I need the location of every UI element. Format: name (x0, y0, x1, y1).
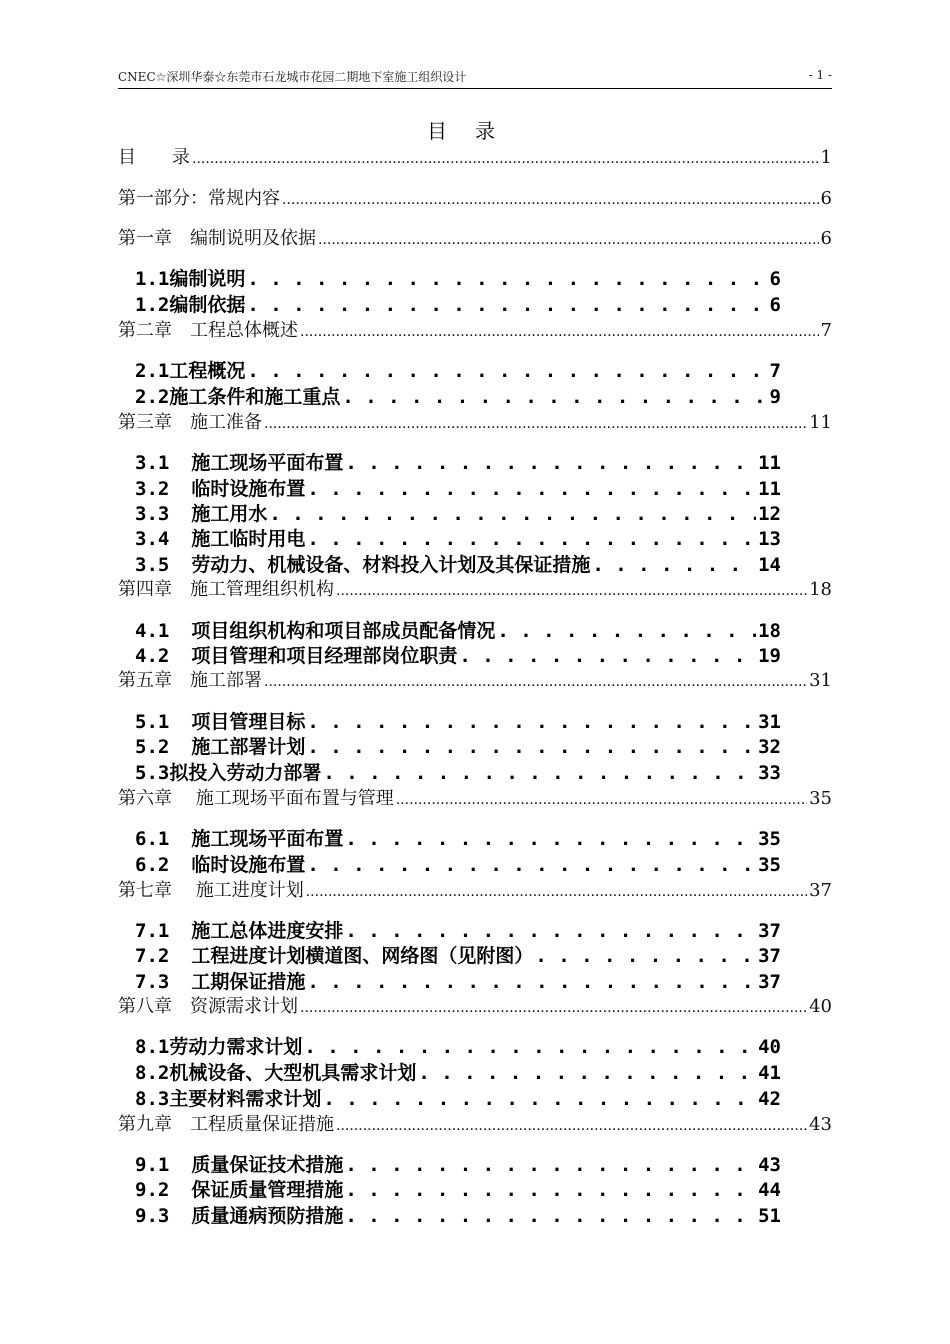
toc-entry-label (135, 1032, 302, 1059)
toc-section-entry[interactable] (135, 1084, 781, 1111)
toc-section-entry[interactable] (135, 1201, 781, 1228)
toc-section-entry[interactable] (135, 356, 781, 383)
toc-page-number: 37 (809, 880, 832, 901)
toc-section-number: 2.1 (135, 360, 170, 382)
toc-section-entry[interactable] (135, 1032, 781, 1059)
toc-section-entry[interactable] (135, 732, 781, 759)
toc-page-number: 44 (758, 1179, 781, 1201)
toc-page-number: 40 (809, 996, 832, 1017)
toc-leader-dots (264, 412, 807, 433)
toc-entry-label: 第一部分：常规内容 (118, 188, 280, 209)
header-page-number: - 1 - (808, 68, 832, 82)
toc-section-number: 8.3 (135, 1088, 170, 1110)
toc-page-number: 7 (820, 320, 832, 341)
toc-leader-dots (307, 711, 756, 733)
toc-leader-dots (345, 1179, 756, 1201)
toc-page-number: 12 (758, 503, 781, 525)
toc-section-number: 8.1 (135, 1036, 170, 1058)
toc-section-text: 项目管理和项目经理部岗位职责 (191, 645, 458, 667)
toc-leader-dots (247, 294, 767, 316)
toc-section-text: 施工部署计划 (191, 736, 306, 758)
toc-title: 目录 (427, 119, 523, 143)
toc-section-text: 项目组织机构和项目部成员配备情况 (191, 620, 496, 642)
toc-entry-label: 第一章 编制说明及依据 (118, 228, 316, 249)
toc-section-number: 3.4 (135, 528, 170, 550)
toc-section-number: 5.3 (135, 762, 170, 784)
toc-section-entry[interactable] (135, 967, 781, 994)
toc-leader-dots (307, 528, 756, 550)
toc-leader-dots (318, 228, 819, 249)
toc-page-number: 43 (809, 1114, 832, 1135)
toc-entry-label (135, 967, 305, 994)
toc-leader-dots (459, 645, 756, 667)
toc-page-number: 31 (758, 711, 781, 733)
toc-section-number: 7.3 (135, 971, 170, 993)
toc-page-number: 51 (758, 1205, 781, 1227)
toc-section-number: 5.2 (135, 736, 170, 758)
toc-leader-dots (497, 620, 756, 642)
toc-page-number: 11 (809, 412, 832, 433)
toc-leader-dots (323, 1088, 756, 1110)
toc-leader-dots (535, 945, 756, 967)
toc-entry-label: 目 录 (118, 147, 190, 168)
toc-leader-dots (247, 268, 767, 290)
toc-page-number: 6 (820, 228, 832, 249)
toc-page-number: 7 (769, 360, 781, 382)
toc-leader-dots (342, 386, 767, 408)
toc-page-number: 37 (758, 945, 781, 967)
toc-leader-dots (300, 996, 807, 1017)
toc-page-number: 37 (758, 920, 781, 942)
toc-entry-label (135, 641, 457, 668)
toc-entry-label (135, 916, 343, 943)
toc-leader-dots (592, 554, 756, 576)
toc-page-number: 41 (758, 1062, 781, 1084)
toc-page-number: 32 (758, 736, 781, 758)
toc-section-entry[interactable] (135, 290, 781, 317)
toc-section-entry[interactable] (135, 824, 781, 851)
toc-entry-label (135, 264, 245, 291)
toc-leader-dots (307, 971, 756, 993)
toc-section-entry[interactable] (135, 550, 781, 577)
toc-entry-label (135, 732, 305, 759)
toc-leader-dots (418, 1062, 756, 1084)
toc-section-text: 施工临时用电 (191, 528, 306, 550)
toc-page-number: 33 (758, 762, 781, 784)
toc-leader-dots (307, 854, 756, 876)
toc-section-entry[interactable] (135, 499, 781, 526)
toc-section-number: 7.2 (135, 945, 170, 967)
toc-entry-label: 第九章 工程质量保证措施 (118, 1114, 334, 1135)
toc-leader-dots (300, 320, 819, 341)
toc-leader-dots (345, 920, 756, 942)
toc-leader-dots (336, 579, 807, 600)
toc-page-number: 40 (758, 1036, 781, 1058)
toc-section-text: 保证质量管理措施 (191, 1179, 344, 1201)
toc-section-number: 4.2 (135, 645, 170, 667)
toc-entry-label (135, 1058, 416, 1085)
toc-entry-label (135, 1201, 343, 1228)
toc-section-text: 质量保证技术措施 (191, 1154, 344, 1176)
toc-page-number: 35 (758, 854, 781, 876)
toc-page-number: 14 (758, 554, 781, 576)
toc-section-number: 3.1 (135, 452, 170, 474)
toc-section-text: 劳动力需求计划 (169, 1036, 303, 1058)
toc-page-number: 35 (758, 828, 781, 850)
toc-section-number: 8.2 (135, 1062, 170, 1084)
toc-entry-label (135, 499, 267, 526)
toc-leader-dots (307, 736, 756, 758)
toc-entry-label (135, 758, 321, 785)
toc-chapter-entry[interactable] (118, 184, 832, 210)
toc-section-number: 2.2 (135, 386, 170, 408)
toc-leader-dots (345, 1154, 756, 1176)
toc-leader-dots (264, 670, 807, 691)
toc-entry-label (135, 524, 305, 551)
toc-section-number: 1.2 (135, 294, 170, 316)
toc-leader-dots (345, 1205, 756, 1227)
toc-section-entry[interactable] (135, 524, 781, 551)
toc-section-entry[interactable] (135, 758, 781, 785)
toc-page-number: 18 (809, 579, 832, 600)
toc-entry-label: 第四章 施工管理组织机构 (118, 579, 334, 600)
toc-section-entry[interactable] (135, 1150, 781, 1177)
toc-entry-label (135, 474, 305, 501)
toc-section-entry[interactable] (135, 916, 781, 943)
toc-section-number: 9.2 (135, 1179, 170, 1201)
toc-page-number: 42 (758, 1088, 781, 1110)
toc-entry-label (135, 850, 305, 877)
toc-section-text: 编制说明 (169, 268, 246, 290)
toc-section-text: 项目管理目标 (191, 711, 306, 733)
toc-page-number: 19 (758, 645, 781, 667)
toc-section-entry[interactable] (135, 474, 781, 501)
toc-section-number: 3.2 (135, 478, 170, 500)
toc-page-number: 11 (758, 452, 781, 474)
toc-page-number: 6 (820, 188, 832, 209)
toc-page-number: 37 (758, 971, 781, 993)
toc-leader-dots (304, 1036, 756, 1058)
toc-leader-dots (345, 452, 756, 474)
toc-chapter-entry[interactable] (118, 408, 832, 434)
toc-leader-dots (192, 147, 819, 168)
toc-chapter-entry[interactable] (118, 1110, 832, 1136)
toc-entry-label: 第八章 资源需求计划 (118, 996, 298, 1017)
toc-section-entry[interactable] (135, 1058, 781, 1085)
toc-section-text: 质量通病预防措施 (191, 1205, 344, 1227)
toc-entry-label (135, 707, 305, 734)
toc-entry-label (135, 290, 245, 317)
toc-entry-label (135, 1150, 343, 1177)
toc-entry-label: 第二章 工程总体概述 (118, 320, 298, 341)
toc-leader-dots (396, 788, 807, 809)
toc-section-text: 施工现场平面布置 (191, 452, 344, 474)
header-document-title: CNEC☆深圳华泰☆东莞市石龙城市花园二期地下室施工组织设计 (118, 70, 467, 84)
toc-page-number: 6 (769, 268, 781, 290)
toc-section-text: 施工用水 (191, 503, 268, 525)
toc-chapter-entry[interactable] (118, 143, 832, 169)
toc-section-number: 3.3 (135, 503, 170, 525)
toc-page-number: 35 (809, 788, 832, 809)
toc-section-number: 3.5 (135, 554, 170, 576)
toc-section-text: 工程概况 (169, 360, 246, 382)
toc-section-entry[interactable] (135, 616, 781, 643)
toc-entry-label: 第六章 施工现场平面布置与管理 (118, 788, 394, 809)
toc-leader-dots (323, 762, 756, 784)
toc-section-text: 主要材料需求计划 (169, 1088, 322, 1110)
toc-entry-label (135, 616, 495, 643)
toc-section-number: 4.1 (135, 620, 170, 642)
toc-section-entry[interactable] (135, 941, 781, 968)
toc-section-entry[interactable] (135, 1175, 781, 1202)
toc-chapter-entry[interactable] (118, 992, 832, 1018)
toc-page-number: 31 (809, 670, 832, 691)
toc-entry-label: 第七章 施工进度计划 (118, 880, 304, 901)
toc-section-text: 施工总体进度安排 (191, 920, 344, 942)
toc-chapter-entry[interactable] (118, 575, 832, 601)
toc-section-text: 施工条件和施工重点 (169, 386, 341, 408)
toc-page-number: 13 (758, 528, 781, 550)
toc-section-text: 劳动力、机械设备、材料投入计划及其保证措施 (191, 554, 591, 576)
toc-section-number: 7.1 (135, 920, 170, 942)
toc-section-number: 6.2 (135, 854, 170, 876)
toc-entry-label (135, 448, 343, 475)
toc-entry-label (135, 356, 245, 383)
toc-page-number: 11 (758, 478, 781, 500)
toc-section-number: 9.3 (135, 1205, 170, 1227)
toc-section-entry[interactable] (135, 448, 781, 475)
toc-entry-label (135, 382, 340, 409)
toc-section-text: 机械设备、大型机具需求计划 (169, 1062, 417, 1084)
toc-leader-dots (282, 188, 819, 209)
toc-entry-label (135, 550, 590, 577)
toc-page-number: 18 (758, 620, 781, 642)
toc-section-text: 工程进度计划横道图、网络图（见附图） (191, 945, 534, 967)
toc-section-entry[interactable] (135, 264, 781, 291)
toc-leader-dots (307, 478, 756, 500)
toc-entry-label: 第五章 施工部署 (118, 670, 262, 691)
toc-section-entry[interactable] (135, 382, 781, 409)
toc-entry-label (135, 824, 343, 851)
toc-page-number: 43 (758, 1154, 781, 1176)
toc-chapter-entry[interactable] (118, 666, 832, 692)
toc-leader-dots (345, 828, 756, 850)
toc-section-text: 工期保证措施 (191, 971, 306, 993)
toc-section-number: 5.1 (135, 711, 170, 733)
toc-section-text: 施工现场平面布置 (191, 828, 344, 850)
toc-section-text: 编制依据 (169, 294, 246, 316)
toc-section-entry[interactable] (135, 707, 781, 734)
toc-page-number: 9 (769, 386, 781, 408)
toc-section-entry[interactable] (135, 850, 781, 877)
toc-entry-label (135, 1175, 343, 1202)
toc-chapter-entry[interactable] (118, 224, 832, 250)
toc-section-text: 拟投入劳动力部署 (169, 762, 322, 784)
toc-entry-label: 第三章 施工准备 (118, 412, 262, 433)
toc-entry-label (135, 1084, 321, 1111)
toc-leader-dots (336, 1114, 807, 1135)
toc-chapter-entry[interactable] (118, 876, 832, 902)
toc-section-number: 9.1 (135, 1154, 170, 1176)
toc-chapter-entry[interactable] (118, 316, 832, 342)
toc-leader-dots (269, 503, 756, 525)
toc-section-text: 临时设施布置 (191, 478, 306, 500)
toc-page-number: 6 (769, 294, 781, 316)
toc-section-entry[interactable] (135, 641, 781, 668)
toc-section-number: 6.1 (135, 828, 170, 850)
toc-section-text: 临时设施布置 (191, 854, 306, 876)
toc-page-number: 1 (820, 147, 832, 168)
toc-section-number: 1.1 (135, 268, 170, 290)
toc-leader-dots (306, 880, 807, 901)
toc-entry-label (135, 941, 533, 968)
toc-leader-dots (247, 360, 767, 382)
toc-chapter-entry[interactable] (118, 784, 832, 810)
